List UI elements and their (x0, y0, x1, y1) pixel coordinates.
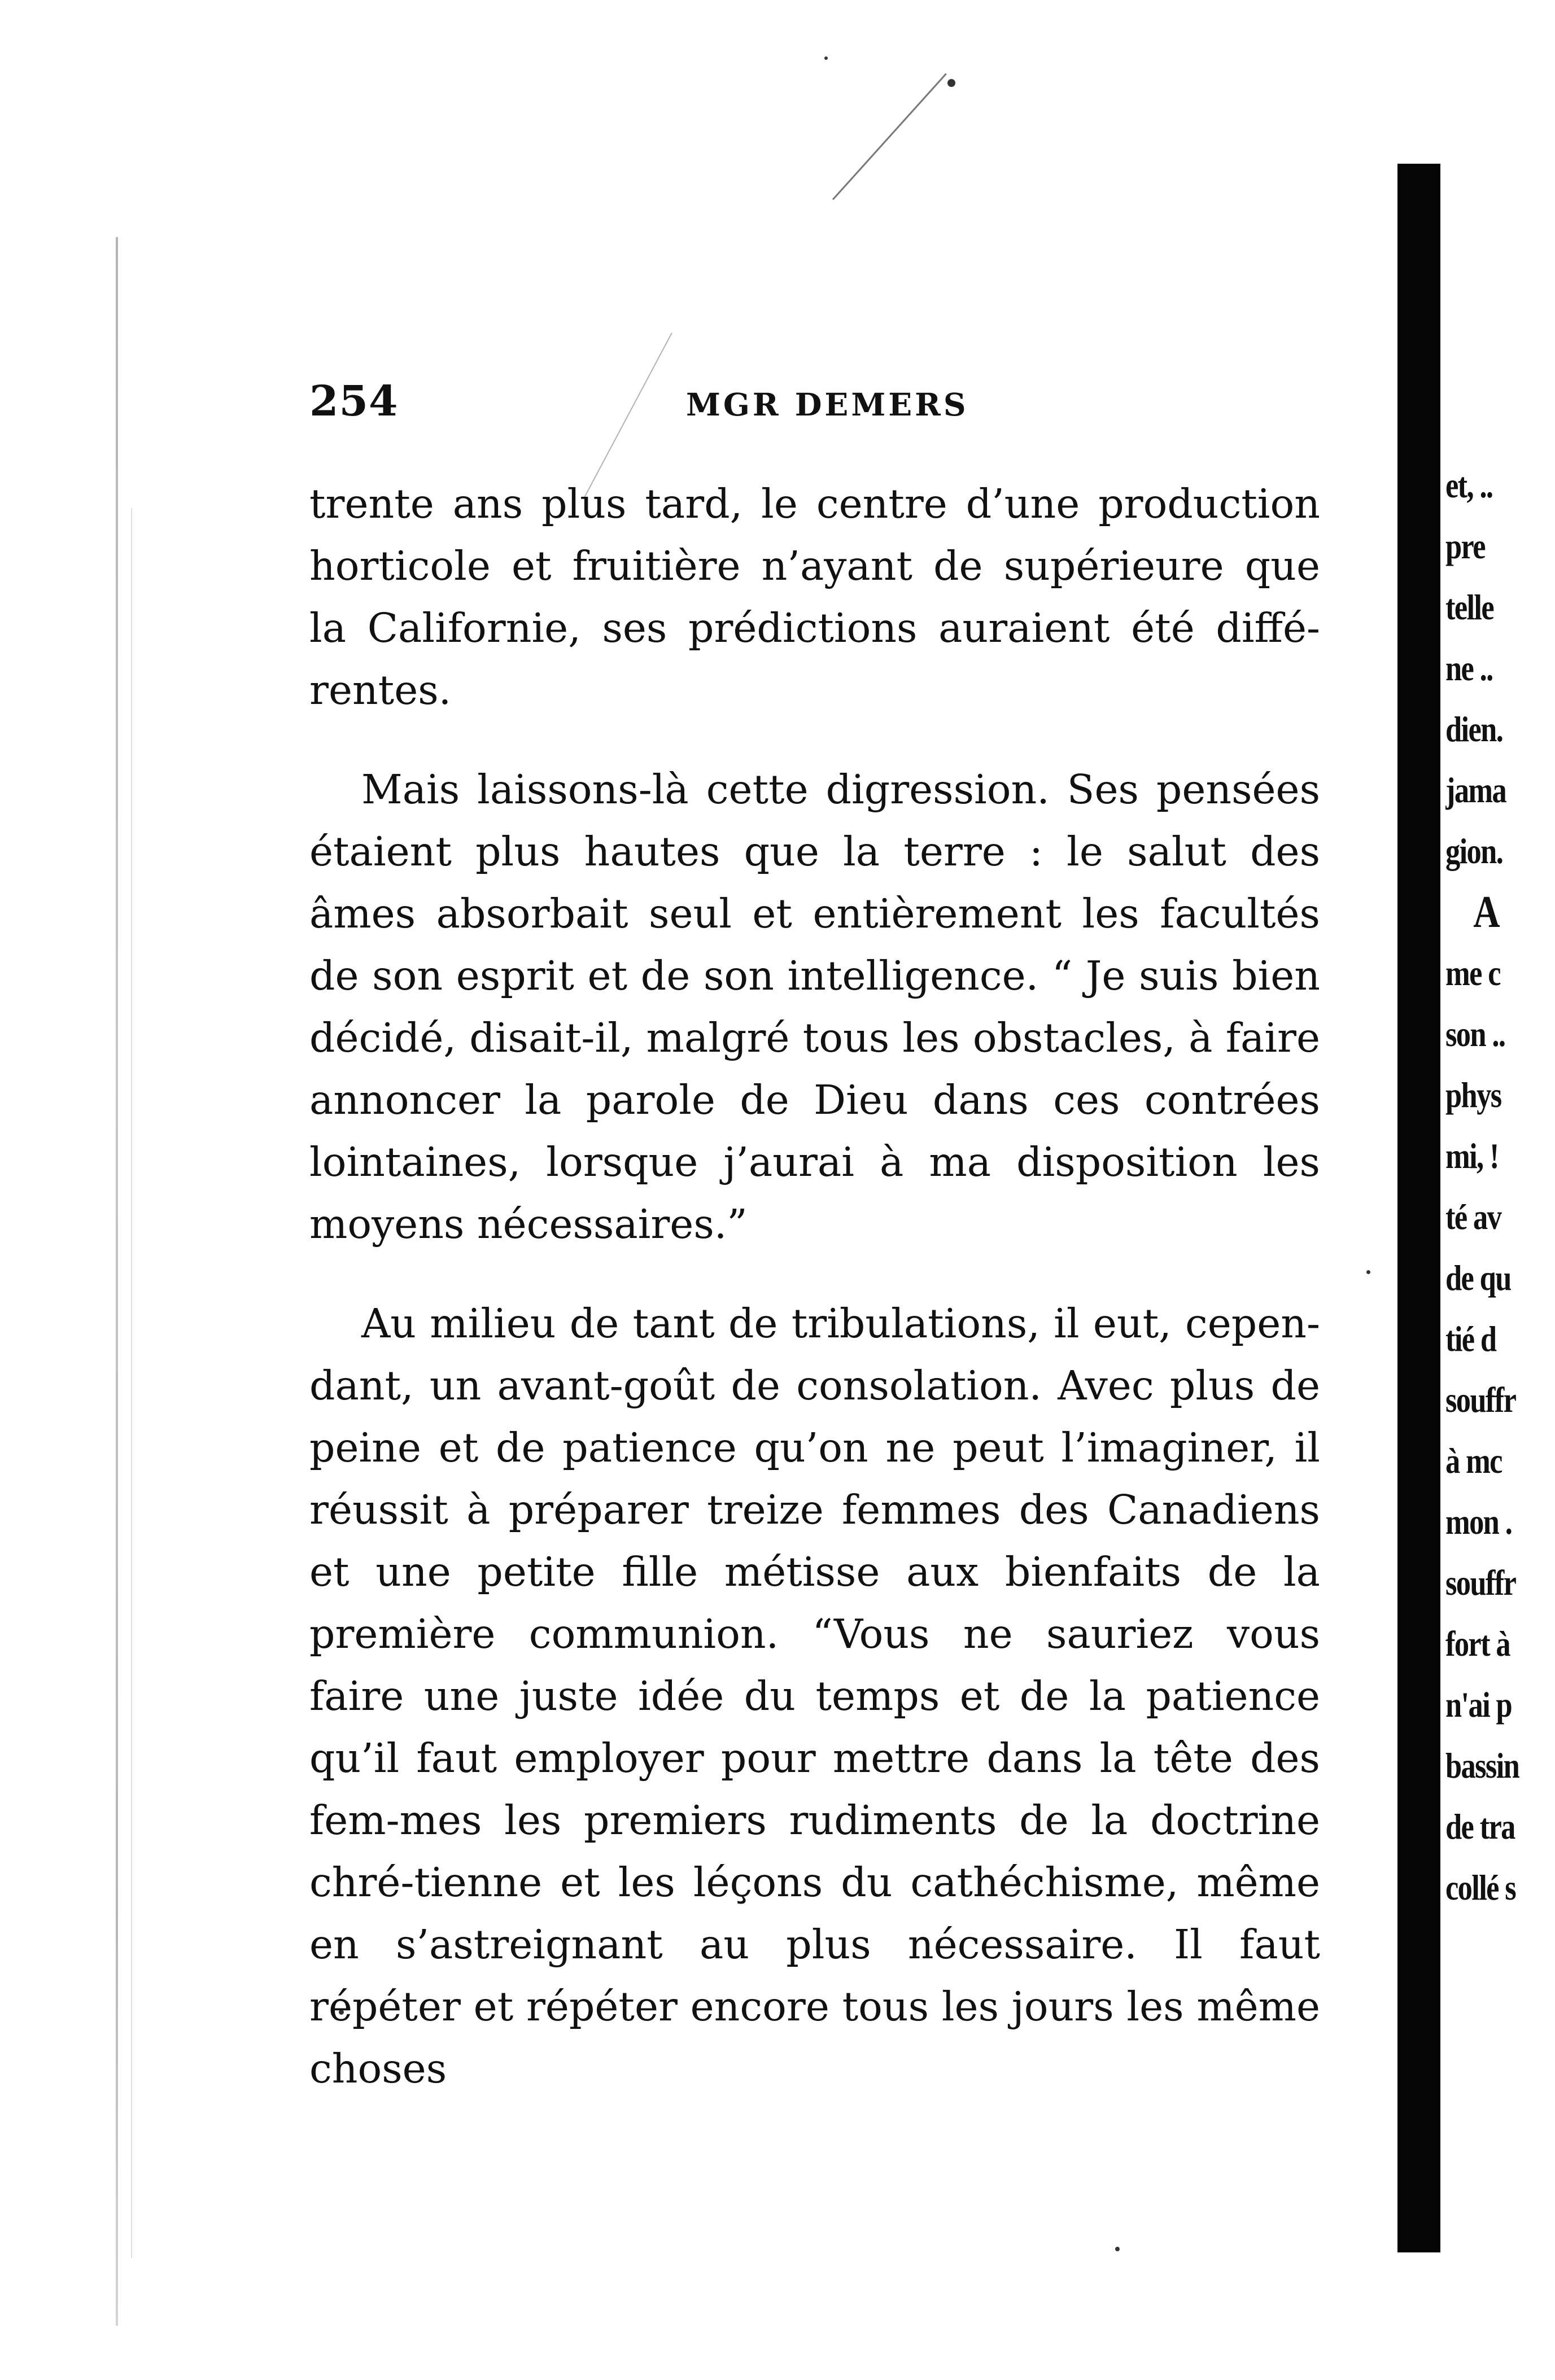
scan-speck (1115, 2247, 1120, 2251)
paragraph-2: Mais laissons-là cette digression. Ses pensées étaient plus hautes que la terre : le salut des âmes absorbait seul et entièrement les facultés de son esprit et de son intelligence. “ Je suis bien décidé, disait-il, malgré tous les obstacles, à faire annoncer la parole de Dieu dans ces contrées lointaines, lorsque j’aurai à ma disposition les moyens nécessaires.” (309, 766, 1320, 1248)
facing-line: n'ai p (1445, 1685, 1512, 1725)
scan-speck (947, 79, 955, 87)
facing-line: tié d (1445, 1319, 1496, 1359)
paragraph-3: Au milieu de tant de tribulations, il eut, cepen-dant, un avant-goût de consolation. Avec plus de peine et de patience qu’on ne peut l’imaginer, il réussit à préparer treize femmes des Canadiens et une petite fille métisse aux bienfaits de la première communion. “Vous ne sauriez vous faire une juste idée du temps et de la patience qu’il faut employer pour mettre dans la tête des fem-mes les premiers rudiments de la doctrine chré-tienne et les léçons du cathéchisme, même en s’astreignant au plus nécessaire. Il faut répéter et répéter encore tous les jours les même choses (309, 1300, 1320, 2092)
facing-line: bassin (1445, 1745, 1519, 1786)
facing-line: gion. (1445, 831, 1503, 871)
scan-speck (824, 56, 828, 60)
facing-line: dien. (1445, 709, 1503, 749)
facing-line: mi, ! (1445, 1136, 1499, 1176)
facing-line: fort à (1445, 1624, 1510, 1664)
facing-line: ne .. (1445, 648, 1493, 688)
paragraph-1: trente ans plus tard, le centre d’une production horticole et fruitière n’ayant de supérieure que la Californie, ses prédictions auraient été diffé-rentes. (309, 480, 1320, 714)
facing-line-initial: A (1473, 887, 1499, 937)
pencil-stroke (832, 73, 947, 200)
facing-line: me c (1445, 953, 1500, 993)
facing-page-fragment (1445, 455, 1555, 2036)
facing-line: collé s (1445, 1867, 1516, 1908)
facing-line: jama (1445, 770, 1506, 810)
facing-line: souffr (1445, 1380, 1516, 1420)
facing-line: té av (1445, 1197, 1501, 1237)
facing-line: et, .. (1445, 465, 1493, 505)
running-head: MGR DEMERS (686, 386, 969, 423)
facing-line: de qu (1445, 1258, 1511, 1298)
facing-line: à mc (1445, 1441, 1502, 1481)
facing-line: phys (1445, 1075, 1501, 1115)
facing-line: de tra (1445, 1806, 1515, 1847)
scan-edge-line (116, 237, 118, 2326)
facing-line: mon . (1445, 1502, 1512, 1542)
scan-speck (1366, 1270, 1370, 1274)
binding-gutter-strip (1397, 164, 1440, 2252)
page-number: 254 (309, 377, 399, 426)
body-text (309, 473, 1320, 2100)
facing-line: pre (1445, 526, 1485, 566)
facing-line: telle (1445, 587, 1494, 627)
facing-line: son .. (1445, 1014, 1505, 1054)
scan-edge-line-faint (131, 508, 132, 2258)
facing-line: souffr (1445, 1563, 1516, 1603)
